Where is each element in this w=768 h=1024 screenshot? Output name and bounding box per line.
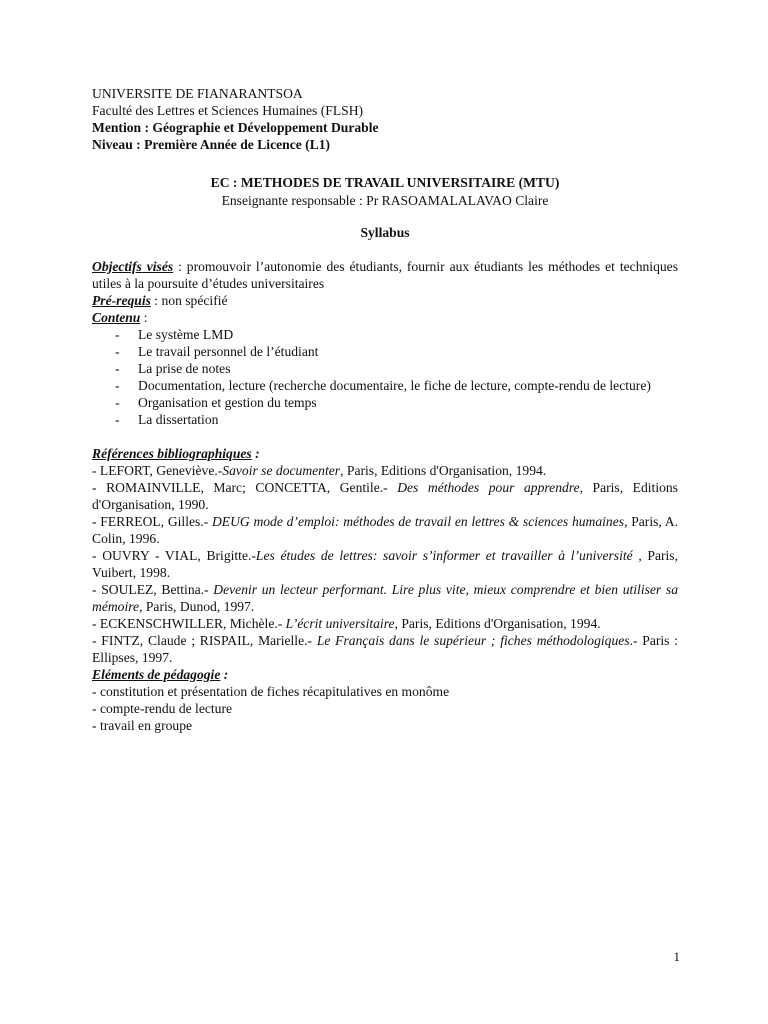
university-name: UNIVERSITE DE FIANARANTSOA [92, 86, 303, 101]
page-number: 1 [673, 949, 680, 964]
page-content [92, 85, 678, 734]
pedagogie-list [92, 683, 678, 734]
reference-publisher: , Paris, Dunod, 1997. [139, 599, 255, 614]
contenu-label: Contenu [92, 310, 141, 325]
contenu-item: - Le système LMD [92, 326, 678, 343]
reference-author: - SOULEZ, Bettina.- [92, 582, 214, 597]
reference-item [92, 547, 678, 581]
reference-title: Les études de lettres: savoir s’informer et travailler à l’université [255, 548, 633, 563]
prerequis-label: Pré-requis [92, 293, 151, 308]
reference-item [92, 615, 678, 632]
objectifs-text: : promouvoir l’autonomie des étudiants, fournir aux étudiants les méthodes et techniques utiles à la poursuite d’études universitaires [92, 259, 678, 291]
references-heading [92, 445, 678, 462]
reference-item [92, 632, 678, 666]
prerequis-line [92, 292, 678, 309]
pedagogie-suffix: : [220, 667, 229, 682]
reference-item [92, 479, 678, 513]
reference-publisher: , Paris, Vuibert, 1998. [92, 548, 678, 580]
reference-author: - ROMAINVILLE, Marc; CONCETTA, Gentile.- [92, 480, 398, 495]
niveau-line: Niveau : Première Année de Licence (L1) [92, 137, 331, 152]
header-block [92, 85, 678, 153]
reference-publisher: , Paris, A. Colin, 1996. [92, 514, 678, 546]
reference-publisher: .- Paris : Ellipses, 1997. [92, 633, 679, 665]
references-label: Références bibliographiques [92, 446, 252, 461]
pedagogie-item: - travail en groupe [92, 717, 678, 734]
contenu-item: - Organisation et gestion du temps [92, 394, 678, 411]
contenu-item: - Le travail personnel de l’étudiant [92, 343, 678, 360]
reference-title: Le Français dans le supérieur ; fiches méthodologiques [316, 633, 630, 648]
course-title: EC : METHODES DE TRAVAIL UNIVERSITAIRE (MTU) [210, 175, 560, 190]
pedagogie-label: Eléments de pédagogie [92, 667, 221, 682]
reference-title: DEUG mode d’emploi: méthodes de travail en lettres & sciences humaines [211, 514, 625, 529]
reference-title: Savoir se documenter [222, 463, 341, 478]
references-suffix: : [251, 446, 260, 461]
reference-title: Des méthodes pour apprendre, [397, 480, 583, 495]
reference-title: L’écrit universitaire, [285, 616, 398, 631]
reference-author: - FERREOL, Gilles.- [92, 514, 212, 529]
contenu-item: - La prise de notes [92, 360, 678, 377]
contenu-list [92, 326, 678, 428]
reference-publisher: Paris, Editions d'Organisation, 1994. [397, 616, 601, 631]
contenu-suffix: : [140, 310, 148, 325]
reference-author: - ECKENSCHWILLER, Michèle.- [92, 616, 286, 631]
syllabus-heading: Syllabus [360, 225, 410, 240]
mention-line: Mention : Géographie et Développement Durable [92, 120, 379, 135]
prerequis-text: : non spécifié [150, 293, 228, 308]
contenu-heading [92, 309, 678, 326]
reference-author: - LEFORT, Geneviève.- [92, 463, 223, 478]
pedagogie-item: - compte-rendu de lecture [92, 700, 678, 717]
pedagogie-item: - constitution et présentation de fiches récapitulatives en monôme [92, 683, 678, 700]
reference-item [92, 581, 678, 615]
reference-item [92, 513, 678, 547]
course-responsible: Enseignante responsable : Pr RASOAMALALAVAO Claire [221, 193, 549, 208]
objectifs-paragraph [92, 258, 678, 292]
contenu-item: - La dissertation [92, 411, 678, 428]
pedagogie-heading [92, 666, 678, 683]
reference-publisher: , Paris, Editions d'Organisation, 1994. [340, 463, 547, 478]
reference-item [92, 462, 678, 479]
faculty-name: Faculté des Lettres et Sciences Humaines (FLSH) [92, 103, 364, 118]
reference-publisher: Paris, Editions d'Organisation, 1990. [92, 480, 678, 512]
reference-title: Devenir un lecteur performant. Lire plus vite, mieux comprendre et bien utiliser sa mémoire [92, 582, 678, 614]
reference-author: - FINTZ, Claude ; RISPAIL, Marielle.- [92, 633, 317, 648]
objectifs-label: Objectifs visés [92, 259, 174, 274]
reference-author: - OUVRY - VIAL, Brigitte.- [92, 548, 256, 563]
contenu-item: - Documentation, lecture (recherche documentaire, le fiche de lecture, compte-rendu de lecture) [92, 377, 678, 394]
